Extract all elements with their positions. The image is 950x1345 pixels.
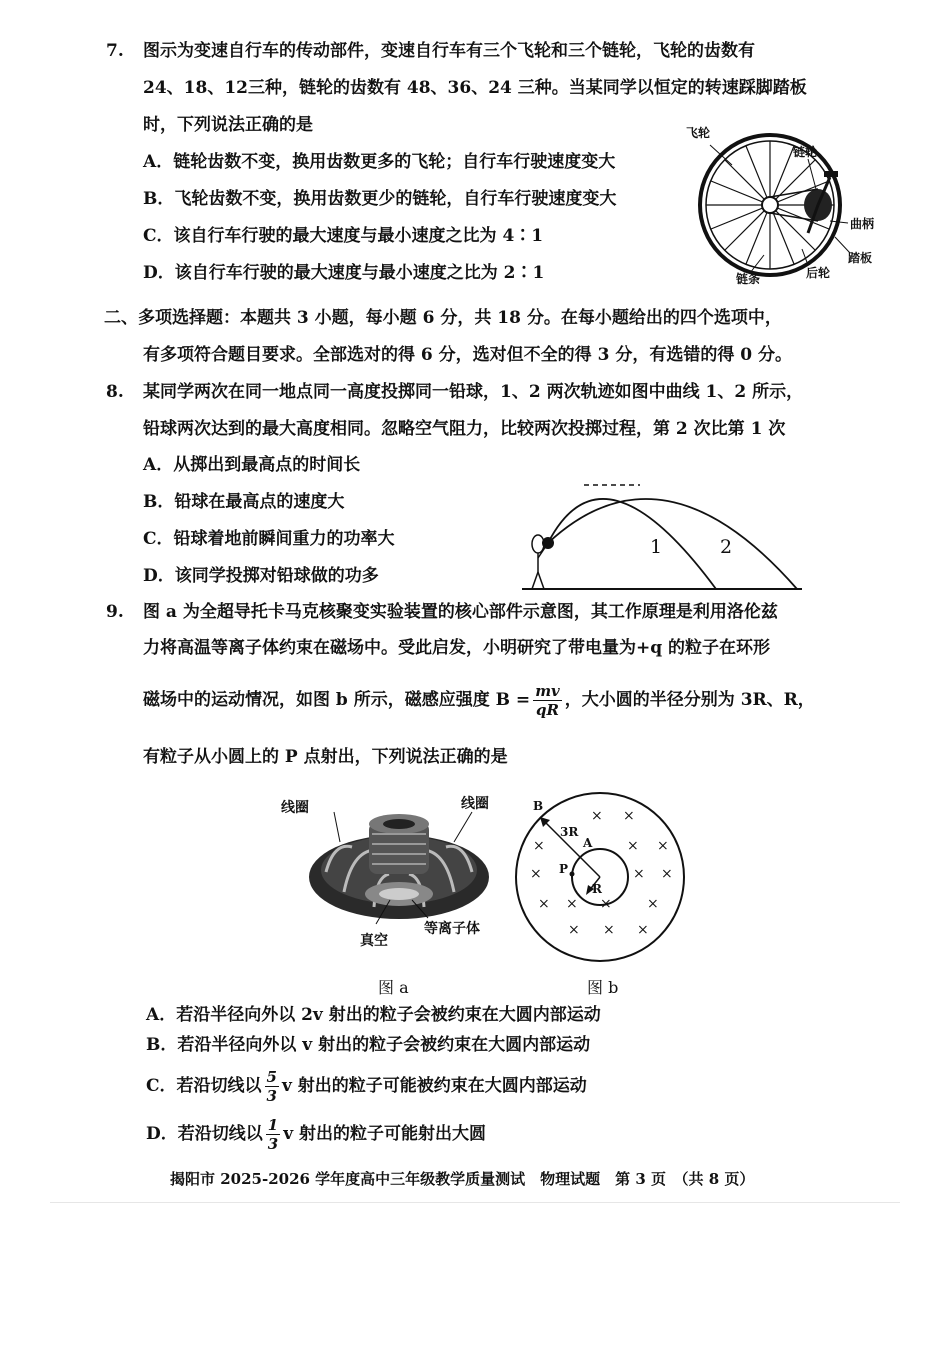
q9-option-b: B．若沿半径向外以 v 射出的粒子会被约束在大圆内部运动 (146, 1035, 591, 1055)
q9-number: 9. (106, 602, 124, 622)
tokamak-figure-a (304, 812, 494, 930)
q9-option-c-denominator: 3 (266, 1086, 277, 1105)
label-coil-left: 线圈 (281, 800, 309, 816)
cross-mark: × (603, 922, 615, 938)
cross-mark: × (637, 922, 649, 938)
q9-option-c-text: C．若沿切线以 (146, 1076, 262, 1096)
page-divider (50, 1202, 900, 1203)
q7-option-c: C．该自行车行驶的最大速度与最小速度之比为 4∶1 (143, 226, 544, 246)
q7-stem-line-3: 时，下列说法正确的是 (143, 115, 313, 135)
q7-stem-line-1: 图示为变速自行车的传动部件，变速自行车有三个飞轮和三个链轮，飞轮的齿数有 (143, 41, 755, 61)
curve-label-1: 1 (650, 536, 663, 558)
q9-stem-line-1: 图 a 为全超导托卡马克核聚变实验装置的核心部件示意图，其工作原理是利用洛伦兹 (143, 602, 778, 622)
section2-heading-line-1: 二、多项选择题：本题共 3 小题，每小题 6 分，共 18 分。在每小题给出的四个选项中， (104, 308, 782, 328)
cross-mark: × (623, 808, 635, 824)
cross-mark: × (591, 808, 603, 824)
q9-b-fraction-denominator: qR (536, 700, 559, 719)
label-crank: 曲柄 (850, 217, 875, 231)
cross-mark: × (657, 838, 669, 854)
page-footer: 揭阳市 2025-2026 学年度高中三年级教学质量测试 物理试题 第 3 页 （共 8 页） (170, 1170, 755, 1188)
q8-stem-line-1: 某同学两次在同一地点同一高度投掷同一铅球，1、2 两次轨迹如图中曲线 1、2 所示， (143, 382, 804, 402)
q9-option-d-text: D．若沿切线以 (146, 1124, 263, 1144)
q9-option-c-tail: v 射出的粒子可能被约束在大圆内部运动 (281, 1076, 587, 1096)
q8-option-a: A．从掷出到最高点的时间长 (143, 455, 361, 475)
q7-option-a: A．链轮齿数不变，换用齿数更多的飞轮；自行车行驶速度变大 (143, 152, 616, 172)
shot-put-trajectory-figure (518, 476, 808, 596)
label-rear-wheel: 后轮 (806, 266, 831, 280)
section2-heading-line-2: 有多项符合题目要求。全部选对的得 6 分，选对但不全的得 3 分，有选错的得 0 分。 (143, 345, 792, 365)
cross-mark: × (633, 866, 645, 882)
cross-mark: × (627, 838, 639, 854)
q9-stem-line-4: 有粒子从小圆上的 P 点射出，下列说法正确的是 (143, 747, 508, 767)
q8-option-c: C．铅球着地前瞬间重力的功率大 (143, 529, 395, 549)
label-coil-right: 线圈 (461, 796, 489, 812)
q9-stem-line-3-tail: ，大小圆的半径分别为 3R、R， (564, 690, 815, 710)
cross-mark: × (566, 896, 578, 912)
q8-stem-line-2: 铅球两次达到的最大高度相同。忽略空气阻力，比较两次投掷过程，第 2 次比第 1 次 (143, 419, 786, 439)
q7-stem-line-2: 24、18、12三种，链轮的齿数有 48、36、24 三种。当某同学以恒定的转速踩脚踏板 (143, 78, 807, 98)
q9-stem-line-3-text: 磁场中的运动情况，如图 b 所示，磁感应强度 B = (143, 690, 531, 710)
label-vacuum: 真空 (360, 933, 388, 949)
q9-b-fraction (533, 682, 562, 719)
q7-option-d: D．该自行车行驶的最大速度与最小速度之比为 2∶1 (143, 263, 545, 283)
q9-b-fraction-numerator: mv (535, 681, 560, 700)
q9-option-c-fraction (265, 1068, 279, 1105)
q9-option-c-numerator: 5 (266, 1067, 277, 1086)
label-3r: 3R (560, 825, 579, 839)
q9-option-d-denominator: 3 (267, 1134, 279, 1153)
label-flywheel: 飞轮 (686, 126, 711, 140)
q9-stem-line-2: 力将高温等离子体约束在磁场中。受此启发，小明研究了带电量为+q 的粒子在环形 (143, 638, 771, 658)
cross-mark: × (647, 896, 659, 912)
q9-option-d (146, 1112, 486, 1156)
label-plasma: 等离子体 (424, 921, 480, 937)
label-r: R (592, 882, 602, 896)
q9-option-d-tail: v 射出的粒子可能射出大圆 (283, 1124, 486, 1144)
q9-option-d-fraction (266, 1116, 280, 1153)
q7-number: 7. (106, 41, 124, 61)
label-a-point: A (583, 836, 593, 850)
cross-mark: × (568, 922, 580, 938)
q9-option-c (146, 1064, 587, 1108)
q8-option-b: B．铅球在最高点的速度大 (143, 492, 345, 512)
label-pedal: 踏板 (848, 251, 873, 265)
q7-option-b: B．飞轮齿数不变，换用齿数更少的链轮，自行车行驶速度变大 (143, 189, 617, 209)
label-chainring: 链轮 (793, 145, 818, 159)
q9-option-d-numerator: 1 (267, 1115, 279, 1134)
label-b-point: B (533, 799, 544, 813)
label-p-point: P (559, 862, 569, 876)
cross-mark: × (661, 866, 673, 882)
cross-mark: × (530, 866, 542, 882)
cross-mark: × (533, 838, 545, 854)
cross-mark: × (600, 896, 612, 912)
q8-number: 8. (106, 382, 124, 402)
q8-option-d: D．该同学投掷对铅球做的功多 (143, 566, 379, 586)
q9-option-a: A．若沿半径向外以 2v 射出的粒子会被约束在大圆内部运动 (146, 1005, 601, 1025)
q9-stem-line-3 (143, 678, 815, 722)
label-chain: 链条 (736, 272, 761, 286)
cross-mark: × (538, 896, 550, 912)
figure-a-caption: 图 a (378, 978, 409, 997)
curve-label-2: 2 (720, 536, 733, 558)
figure-b-caption: 图 b (587, 978, 619, 997)
